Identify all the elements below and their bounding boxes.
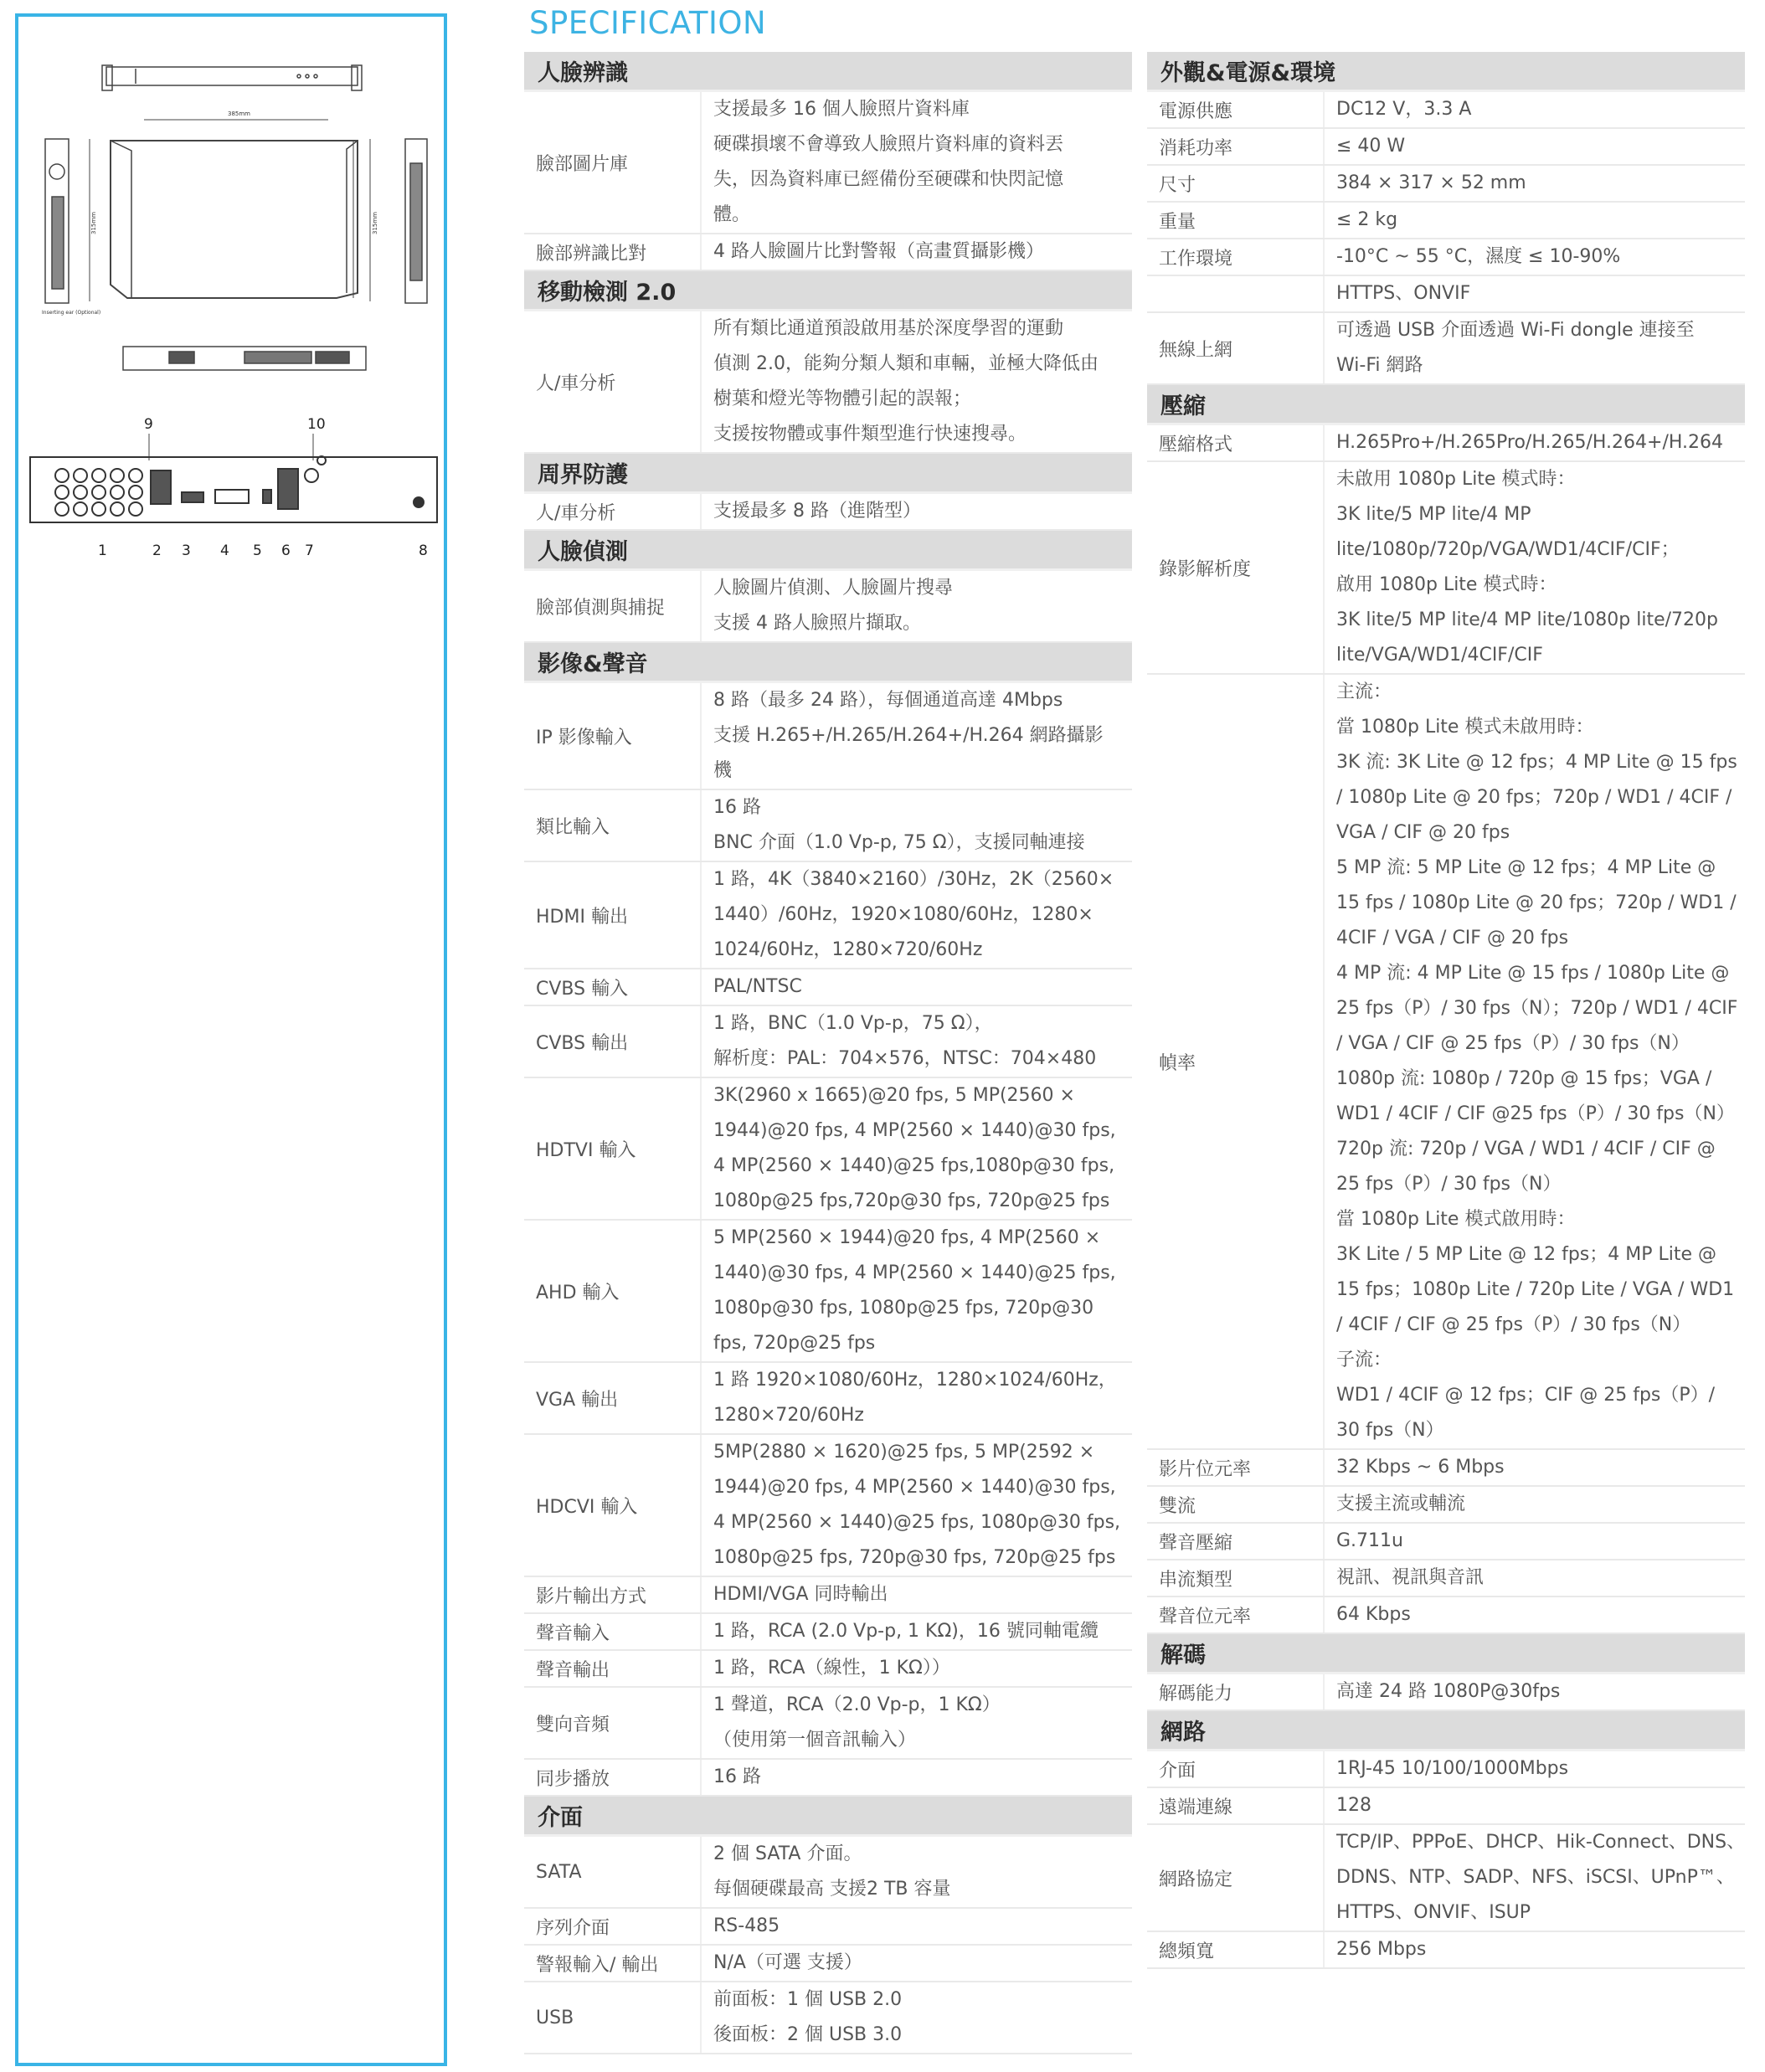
spec-row [1147,1597,1745,1634]
spec-value-line: ≤ 40 W [1336,136,1406,157]
right-side-view [370,139,427,303]
callout-9: 9 [144,416,153,433]
spec-label: HDMI 輸出 [536,906,628,928]
spec-label: 影片輸出方式 [536,1586,647,1607]
spec-label: 工作環境 [1159,248,1233,270]
spec-value-line: 解析度：PAL：704×576，NTSC：704×480 [713,1048,1097,1069]
rear-panel-view [30,456,437,522]
spec-row [524,1006,1132,1078]
spec-label: 消耗功率 [1159,137,1233,159]
spec-value-line: BNC 介面（1.0 Vp-p, 75 Ω），支援同軸連接 [713,832,1085,853]
spec-row [1147,313,1745,385]
spec-row [1147,1560,1745,1597]
spec-value-line: PAL/NTSC [713,976,802,997]
spec-value-line: 支援按物體或事件類型進行快速搜尋。 [713,424,1027,445]
section-header: 介面 [524,1797,1132,1837]
spec-label: 網路協定 [1159,1869,1233,1890]
spec-value-line: ≤ 2 kg [1336,209,1398,230]
spec-row [1147,1932,1745,1969]
spec-value-line: 3K lite/5 MP lite/4 MP lite/1080p lite/720p [1336,609,1718,630]
spec-value [700,1577,1132,1612]
spec-value [700,969,1132,1005]
spec-label: IP 影像輸入 [536,727,632,748]
spec-value [700,1614,1132,1649]
spec-label: 雙向音頻 [536,1714,610,1735]
spec-value-line: 支援 4 路人臉照片擷取。 [713,613,921,634]
spec-value [700,1982,1132,2053]
spec-value-line: 16 路 [713,1766,761,1787]
spec-value [1323,1487,1745,1522]
callout-6: 6 [281,542,291,559]
spec-row [1147,1751,1745,1788]
spec-value-line: DDNS、NTP、SADP、NFS、iSCSI、UPnP™、 [1336,1867,1735,1888]
spec-value-line: 人臉圖片偵測、人臉圖片搜尋 [713,578,954,599]
spec-value-line: 384 × 317 × 52 mm [1336,172,1526,193]
spec-label: 壓縮格式 [1159,434,1233,455]
spec-row [524,1946,1132,1982]
spec-label: 臉部圖片庫 [536,153,629,175]
spec-value-line: 8 路（最多 24 路），每個通道高達 4Mbps [713,690,1063,711]
spec-value-line: 16 路 [713,797,761,818]
spec-label: 人/車分析 [536,373,616,394]
spec-row [1147,203,1745,239]
section-header: 周界防護 [524,454,1132,494]
spec-label: VGA 輸出 [536,1389,619,1411]
left-side-view [45,139,90,303]
spec-value-line: lite/1080p/720p/VGA/WD1/4CIF/CIF； [1336,539,1680,560]
spec-column-left [524,52,1132,2054]
spec-row [524,1837,1132,1909]
spec-value-line: RS-485 [713,1915,780,1936]
spec-value-line: lite/VGA/WD1/4CIF/CIF [1336,645,1543,666]
spec-label: 聲音位元率 [1159,1606,1252,1627]
spec-value-line: 視訊、視訊與音訊 [1336,1567,1485,1588]
spec-value-line: 高達 24 路 1080P@30fps [1336,1681,1561,1702]
spec-value [700,1760,1132,1795]
spec-value [1323,313,1745,383]
spec-value-line: / 4CIF / CIF @ 25 fps（P）/ 30 fps（N） [1336,1314,1691,1335]
spec-label: HDTVI 輸入 [536,1139,636,1161]
callout-2: 2 [152,542,162,559]
callout-5: 5 [253,542,262,559]
spec-value-line: G.711u [1336,1530,1403,1551]
spec-value-line: 失，因為資料庫已經備份至硬碟和快閃記憶 [713,169,1064,190]
spec-row [1147,276,1745,313]
spec-label: AHD 輸入 [536,1282,620,1303]
spec-value-line: 樹葉和燈光等物體引起的誤報； [713,388,972,409]
top-view [111,120,358,298]
spec-value-line: 32 Kbps ~ 6 Mbps [1336,1457,1505,1478]
spec-value-line: 1 路，RCA (2.0 Vp-p, 1 KΩ)，16 號同軸電纜 [713,1621,1099,1642]
section-header: 壓縮 [1147,385,1745,425]
spec-row [524,1435,1132,1577]
spec-value-line: N/A（可選 支援） [713,1952,862,1973]
section-header: 外觀&電源&環境 [1147,52,1745,92]
spec-value [700,1688,1132,1758]
spec-value-line: 1944)@20 fps, 4 MP(2560 × 1440)@30 fps, [713,1477,1116,1498]
spec-label: 聲音輸出 [536,1659,610,1681]
spec-value-line: 128 [1336,1795,1371,1816]
section-header: 影像&聲音 [524,643,1132,683]
spec-value-line: （使用第一個音訊輸入） [713,1730,917,1751]
section-header: 人臉偵測 [524,531,1132,571]
spec-value [1323,1524,1745,1559]
spec-value-line: H.265Pro+/H.265Pro/H.265/H.264+/H.264 [1336,432,1724,453]
section-header: 網路 [1147,1711,1745,1751]
spec-row [524,969,1132,1006]
spec-value-line: 5 MP 流: 5 MP Lite @ 12 fps；4 MP Lite @ [1336,857,1716,878]
spec-value [700,494,1132,529]
spec-value-line: 1944)@20 fps, 4 MP(2560 × 1440)@30 fps, [713,1120,1116,1141]
spec-value-line: 25 fps（P）/ 30 fps（N）；720p / WD1 / 4CIF [1336,998,1738,1019]
spec-value-line: DC12 V，3.3 A [1336,99,1472,120]
spec-value [1323,1674,1745,1710]
spec-value-line: 2 個 SATA 介面。 [713,1843,862,1864]
spec-value [700,1221,1132,1361]
spec-value-line: 256 Mbps [1336,1939,1427,1960]
spec-row [524,571,1132,643]
spec-row [524,790,1132,862]
spec-value [700,1006,1132,1077]
spec-value-line: HTTPS、ONVIF [1336,283,1471,304]
dimension-depth: 315mm [90,212,97,234]
mounting-note: Inserting ear (Optional) [42,310,101,316]
callout-4: 4 [220,542,229,559]
drawing-panel [15,13,447,2066]
spec-value-line: WD1 / 4CIF @ 12 fps；CIF @ 25 fps（P）/ [1336,1385,1716,1406]
spec-value-line: Wi-Fi 網路 [1336,355,1423,376]
callout-10: 10 [307,416,326,433]
spec-value [1323,129,1745,164]
spec-value-line: 4 路人臉圖片比對警報（高畫質攝影機） [713,241,1044,262]
spec-row [524,1363,1132,1435]
spec-value-line: WD1 / 4CIF / CIF @25 fps（P）/ 30 fps（N） [1336,1103,1735,1124]
spec-value [1323,239,1745,275]
spec-value-line: 15 fps；1080p Lite / 720p Lite / VGA / WD1 [1336,1279,1735,1300]
spec-value-line: 體。 [713,204,751,225]
spec-label: 影片位元率 [1159,1458,1252,1480]
spec-row [524,1760,1132,1797]
spec-value [700,234,1132,270]
spec-row [1147,1524,1745,1560]
spec-label: USB [536,2007,574,2028]
spec-value-line: 當 1080p Lite 模式啟用時： [1336,1209,1576,1230]
spec-value-line: 720p 流: 720p / VGA / WD1 / 4CIF / CIF @ [1336,1139,1716,1159]
spec-value-line: 1440)@30 fps, 4 MP(2560 × 1440)@25 fps, [713,1262,1116,1283]
spec-row [1147,1674,1745,1711]
spec-row [1147,425,1745,462]
spec-row [524,234,1132,271]
spec-value-line: 1 路，4K（3840×2160）/30Hz，2K（2560× [713,869,1114,890]
spec-value-line: 1080p 流: 1080p / 720p @ 15 fps；VGA / [1336,1068,1712,1089]
spec-value-line: 子流： [1336,1350,1392,1370]
spec-value [700,683,1132,789]
spec-row [524,1651,1132,1688]
spec-value [700,311,1132,452]
spec-value [700,571,1132,641]
spec-value [1323,1597,1745,1632]
spec-row [524,494,1132,531]
spec-value-line: -10°C ~ 55 °C，濕度 ≤ 10-90% [1336,246,1621,267]
spec-label: 人/車分析 [536,502,616,524]
spec-value-line: 機 [713,760,733,781]
spec-label: CVBS 輸入 [536,978,629,1000]
spec-value-line: 1080p@30 fps, 1080p@25 fps, 720p@30 [713,1298,1094,1319]
spec-value [700,1078,1132,1219]
spec-row [524,311,1132,454]
spec-label: 串流類型 [1159,1569,1233,1591]
spec-value-line: fps, 720p@25 fps [713,1333,876,1354]
spec-row [1147,462,1745,675]
callout-3: 3 [182,542,191,559]
spec-value-line: 啟用 1080p Lite 模式時： [1336,574,1557,595]
spec-value [1323,462,1745,673]
spec-value-line: HTTPS、ONVIF、ISUP [1336,1902,1531,1923]
spec-row [524,683,1132,790]
spec-row [1147,239,1745,276]
spec-row [1147,92,1745,129]
spec-row [1147,166,1745,203]
spec-label: 雙流 [1159,1495,1196,1517]
spec-value-line: 4 MP(2560 × 1440)@25 fps, 1080p@30 fps, [713,1512,1121,1533]
spec-value-line: 支援最多 16 個人臉照片資料庫 [713,99,970,120]
spec-value [700,1946,1132,1981]
dimension-depth-side: 315mm [372,212,378,234]
spec-value-line: 1 路，RCA（線性，1 KΩ）） [713,1658,950,1679]
spec-label: HDCVI 輸入 [536,1496,638,1518]
spec-label: SATA [536,1861,582,1883]
spec-value [700,862,1132,968]
spec-value [1323,1788,1745,1823]
spec-value-line: 所有類比通道預設啟用基於深度學習的運動 [713,318,1064,339]
spec-value [1323,1932,1745,1967]
spec-label: 聲音壓縮 [1159,1532,1233,1554]
spec-row [524,1221,1132,1363]
spec-value [1323,203,1745,238]
spec-value-line: HDMI/VGA 同時輸出 [713,1584,888,1605]
dimension-drawing [18,17,444,2063]
callout-7: 7 [305,542,314,559]
spec-label: 遠端連線 [1159,1797,1233,1818]
spec-value-line: VGA / CIF @ 20 fps [1336,822,1510,843]
spec-value-line: TCP/IP、PPPoE、DHCP、Hik-Connect、DNS、 [1336,1832,1746,1853]
spec-row [524,1577,1132,1614]
spec-value-line: 偵測 2.0，能夠分類人類和車輛，並極大降低由 [713,353,1099,374]
spec-value [1323,675,1746,1448]
spec-value [1323,1751,1745,1787]
spec-value-line: 支援主流或輔流 [1336,1494,1466,1514]
section-header: 解碼 [1147,1634,1745,1674]
section-header: 人臉辨識 [524,52,1132,92]
spec-value-line: 1RJ-45 10/100/1000Mbps [1336,1758,1569,1779]
callout-8: 8 [419,542,428,559]
spec-value-line: 1024/60Hz，1280×720/60Hz [713,939,983,960]
spec-row [524,862,1132,969]
spec-label: 錄影解析度 [1159,558,1252,580]
spec-label: 警報輸入/ 輸出 [536,1954,659,1976]
spec-label: 序列介面 [536,1917,610,1939]
spec-value-line: 5 MP(2560 × 1944)@20 fps, 4 MP(2560 × [713,1227,1101,1248]
spec-value-line: 1440）/60Hz，1920×1080/60Hz，1280× [713,904,1093,925]
spec-row [1147,675,1745,1450]
spec-value-line: 1 路，BNC（1.0 Vp-p，75 Ω）， [713,1013,993,1034]
page-title: SPECIFICATION [529,5,767,41]
spec-value-line: 硬碟損壞不會導致人臉照片資料庫的資料丟 [713,134,1064,155]
spec-value-line: 3K 流: 3K Lite @ 12 fps；4 MP Lite @ 15 fps [1336,752,1737,773]
spec-label: 同步播放 [536,1768,610,1790]
spec-value-line: 支援 H.265+/H.265/H.264+/H.264 網路攝影 [713,725,1104,746]
spec-value-line: 1080p@25 fps, 720p@30 fps, 720p@25 fps [713,1547,1116,1568]
spec-row [524,1078,1132,1221]
spec-label: 解碼能力 [1159,1683,1233,1704]
spec-value-line: 30 fps（N） [1336,1420,1444,1441]
spec-row [524,1909,1132,1946]
spec-value-line: 4 MP 流: 4 MP Lite @ 15 fps / 1080p Lite @ [1336,963,1730,984]
spec-value-line: 當 1080p Lite 模式未啟用時： [1336,717,1594,738]
spec-column-right [1147,52,1745,1969]
spec-value [1323,166,1745,201]
front-top-view [102,65,362,90]
spec-value-line: 25 fps（P）/ 30 fps（N） [1336,1174,1562,1195]
spec-value-line: 1 聲道，RCA（2.0 Vp-p，1 KΩ） [713,1694,1001,1715]
callout-1: 1 [98,542,107,559]
spec-value [1323,92,1745,127]
spec-label: 臉部偵測與捕捉 [536,597,666,619]
spec-value-line: 1 路 1920×1080/60Hz，1280×1024/60Hz， [713,1370,1117,1391]
front-panel-view [123,347,366,370]
spec-value-line: 主流： [1336,681,1392,702]
spec-value-line: 可透過 USB 介面透過 Wi-Fi dongle 連接至 [1336,320,1695,341]
spec-label: CVBS 輸出 [536,1032,629,1054]
spec-value-line: 64 Kbps [1336,1604,1411,1625]
spec-value-line: 3K(2960 x 1665)@20 fps, 5 MP(2560 × [713,1085,1075,1106]
spec-label: 尺寸 [1159,174,1196,196]
spec-value [700,92,1132,233]
spec-label: 無線上網 [1159,339,1233,361]
spec-label: 電源供應 [1159,100,1233,122]
spec-value-line: 支援最多 8 路（進階型） [713,501,921,522]
dimension-width: 385mm [228,111,250,117]
spec-row [1147,1825,1745,1932]
spec-value [700,1651,1132,1686]
spec-row [1147,129,1745,166]
spec-value-line: 前面板：1 個 USB 2.0 [713,1989,903,2010]
spec-label: 介面 [1159,1760,1196,1782]
spec-value-line: 後面板：2 個 USB 3.0 [713,2024,903,2045]
spec-label: 聲音輸入 [536,1622,610,1644]
spec-value [700,1435,1132,1576]
spec-value-line: / 1080p Lite @ 20 fps；720p / WD1 / 4CIF / [1336,787,1732,808]
spec-value [1323,425,1745,460]
spec-label: 重量 [1159,211,1196,233]
spec-value [1323,1560,1745,1596]
spec-row [1147,1487,1745,1524]
spec-row [524,1982,1132,2054]
spec-label: 幀率 [1159,1052,1196,1074]
spec-value-line: 3K lite/5 MP lite/4 MP [1336,504,1531,525]
spec-value-line: / VGA / CIF @ 25 fps（P）/ 30 fps（N） [1336,1033,1690,1054]
spec-value-line: 未啟用 1080p Lite 模式時： [1336,469,1576,490]
spec-value-line: 每個硬碟最高 支援2 TB 容量 [713,1879,951,1900]
spec-value-line: 5MP(2880 × 1620)@25 fps, 5 MP(2592 × [713,1442,1095,1463]
spec-row [1147,1788,1745,1825]
spec-value-line: 1280×720/60Hz [713,1405,864,1426]
spec-row [1147,1450,1745,1487]
spec-label: 類比輸入 [536,816,610,838]
spec-value [1323,1825,1753,1931]
spec-value [700,790,1132,861]
spec-value [700,1837,1132,1907]
spec-value [1323,276,1745,311]
spec-value [1323,1450,1745,1485]
spec-label [1147,276,1323,311]
spec-value-line: 3K Lite / 5 MP Lite @ 12 fps；4 MP Lite @ [1336,1244,1717,1265]
spec-value-line: 4 MP(2560 × 1440)@25 fps,1080p@30 fps, [713,1155,1115,1176]
section-header: 移動檢測 2.0 [524,271,1132,311]
spec-label: 臉部辨識比對 [536,243,647,265]
spec-label: 總頻寬 [1159,1941,1215,1962]
spec-row [524,1688,1132,1760]
spec-value [700,1909,1132,1944]
spec-value-line: 4CIF / VGA / CIF @ 20 fps [1336,928,1569,949]
spec-row [524,1614,1132,1651]
spec-row [524,92,1132,234]
spec-value-line: 1080p@25 fps,720p@30 fps, 720p@25 fps [713,1190,1110,1211]
spec-value [700,1363,1132,1433]
spec-value-line: 15 fps / 1080p Lite @ 20 fps；720p / WD1 / [1336,892,1737,913]
